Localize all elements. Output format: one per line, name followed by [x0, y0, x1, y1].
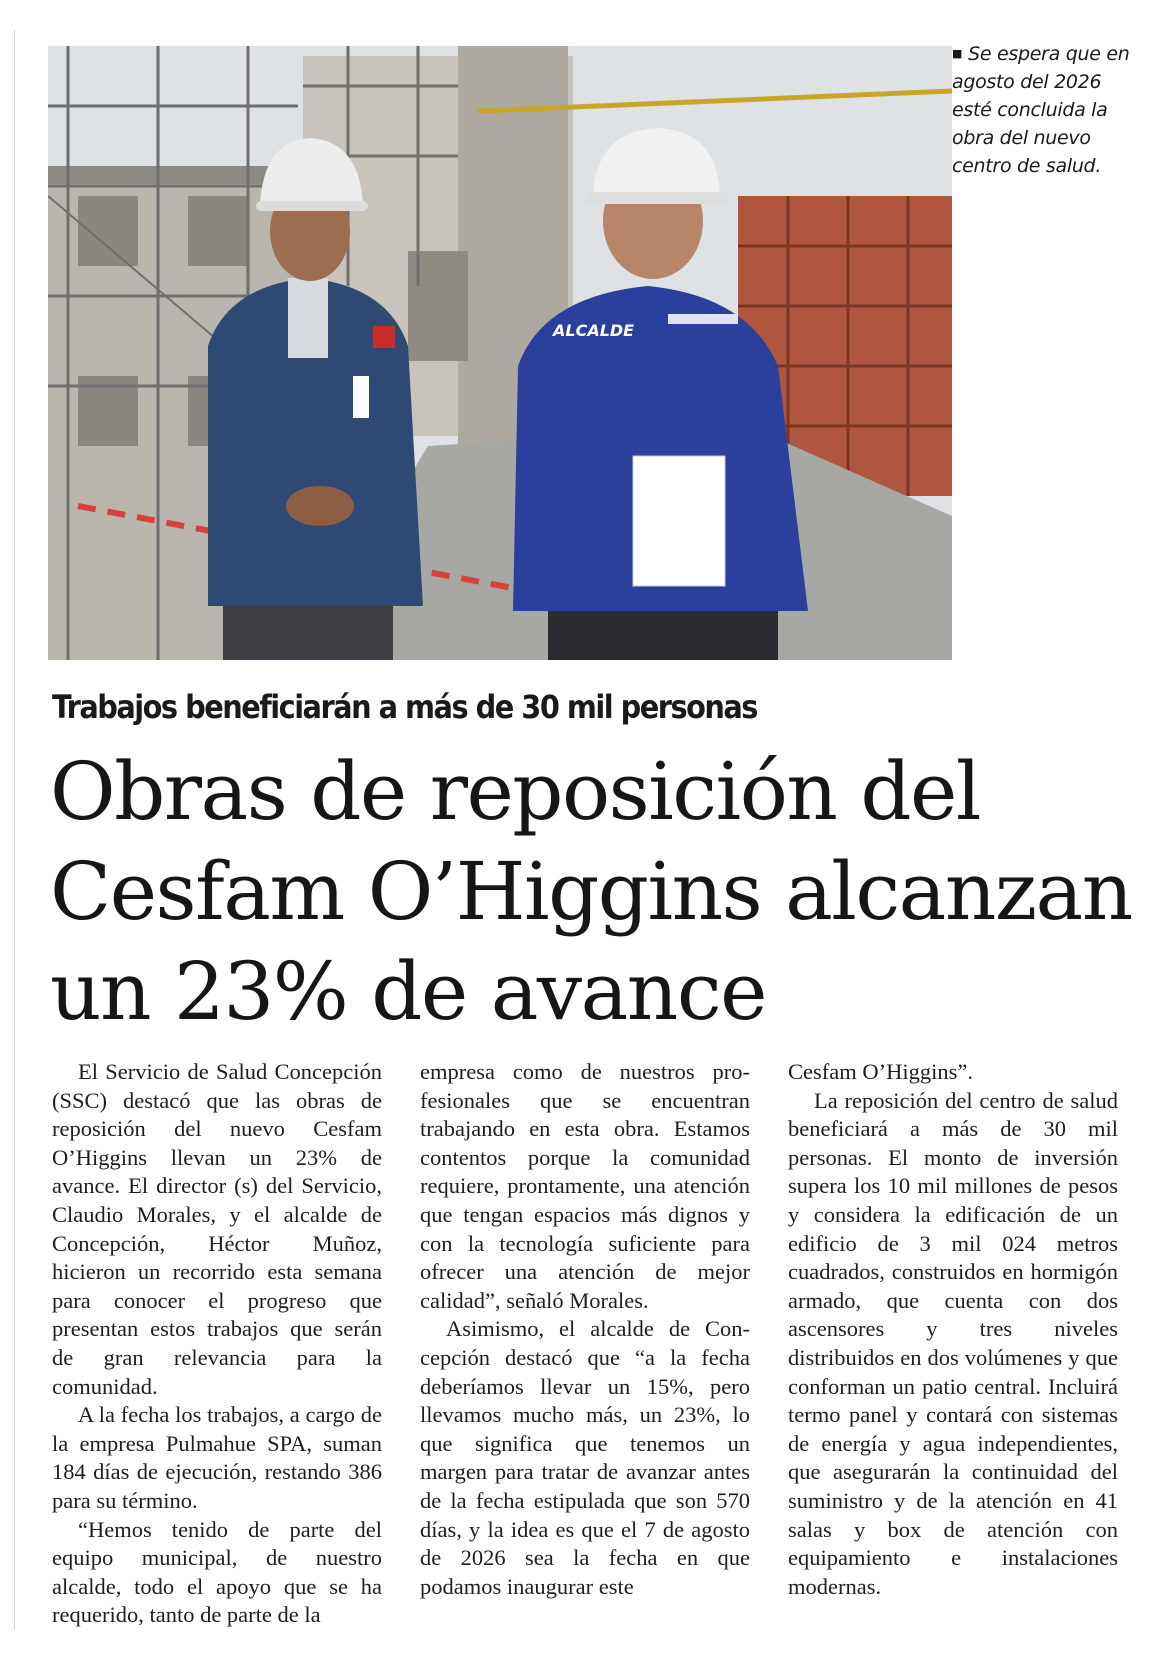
headline-line-3: un 23% de avance — [50, 945, 766, 1038]
headline-line-1: Obras de reposición del — [50, 745, 980, 838]
photo-caption — [952, 40, 1142, 180]
paragraph: empresa como de nuestros profesionales que se encuentran trabajando en esta obra. Estamos contentos porque la comunidad requiere, prontamente, una atención que tengan espacios más dignos y con la tecnología suficiente para ofrecer una atención de mejor calidad”, señaló Morales. — [420, 1059, 750, 1313]
paragraph: El Servicio de Salud Concepción (SSC) destacó que las obras de reposición del nuevo Cesfam O’Higgins llevan un 23% de avance. El director (s) del Servicio, Claudio Morales, y el alcalde de Concepción, Héctor Muñoz, hicieron un recorrido esta semana para conocer el progreso que presentan estos trabajos que serán de gran relevancia para la comunidad. — [52, 1059, 382, 1399]
body-column-2 — [420, 1058, 750, 1601]
article-headline — [50, 742, 1130, 1042]
paragraph: Asimismo, el alcalde de Concepción destacó que “a la fecha deberíamos llevar un 15%, pero llevamos mucho más, un 23%, lo que significa que tenemos un margen para tratar de avanzar antes de la fecha estipulada que son 570 días, y la idea es que el 7 de agosto de 2026 sea la fecha en que podamos inaugurar este — [420, 1316, 750, 1599]
paragraph: La reposición del centro de salud beneficiará a más de 30 mil personas. El monto de inversión supera los 10 mil millones de pesos y considera la edificación de un edificio de 3 mil 024 metros cuadrados, construidos en hormigón armado, que cuenta con dos ascensores y tres niveles distribuidos en dos volúmenes y que conforman un patio central. Incluirá termo panel y contará con sistemas de energía y agua independientes, que asegurarán la continuidad del suministro y de la atención en 41 salas y box de atención con equipamiento e instalaciones modernas. — [788, 1087, 1118, 1599]
page-margin-rule — [14, 30, 15, 1630]
body-column-3 — [788, 1058, 1118, 1601]
article-photo — [48, 46, 952, 660]
paper-document — [633, 456, 725, 586]
headline-line-2: Cesfam O’Higgins alcanzan — [50, 845, 1132, 938]
body-column-1 — [52, 1058, 382, 1630]
paragraph: “Hemos tenido de parte del equipo municipal, de nuestro alcalde, todo el apoyo que se ha requerido, tanto de parte de la — [52, 1516, 382, 1628]
caption-text: Se espera que en agosto del 2026 esté concluida la obra del nuevo centro de salud. — [952, 43, 1130, 177]
vest-label: ALCALDE — [553, 321, 635, 340]
caption-bullet-icon: ■ — [952, 47, 963, 60]
paragraph: A la fecha los trabajos, a cargo de la empresa Pulmahue SPA, suman 184 días de ejecución, restando 386 para su término. — [52, 1402, 382, 1513]
article-kicker: Trabajos beneficiarán a más de 30 mil personas — [52, 688, 757, 726]
paragraph: Cesfam O’Higgins”. — [788, 1059, 973, 1084]
